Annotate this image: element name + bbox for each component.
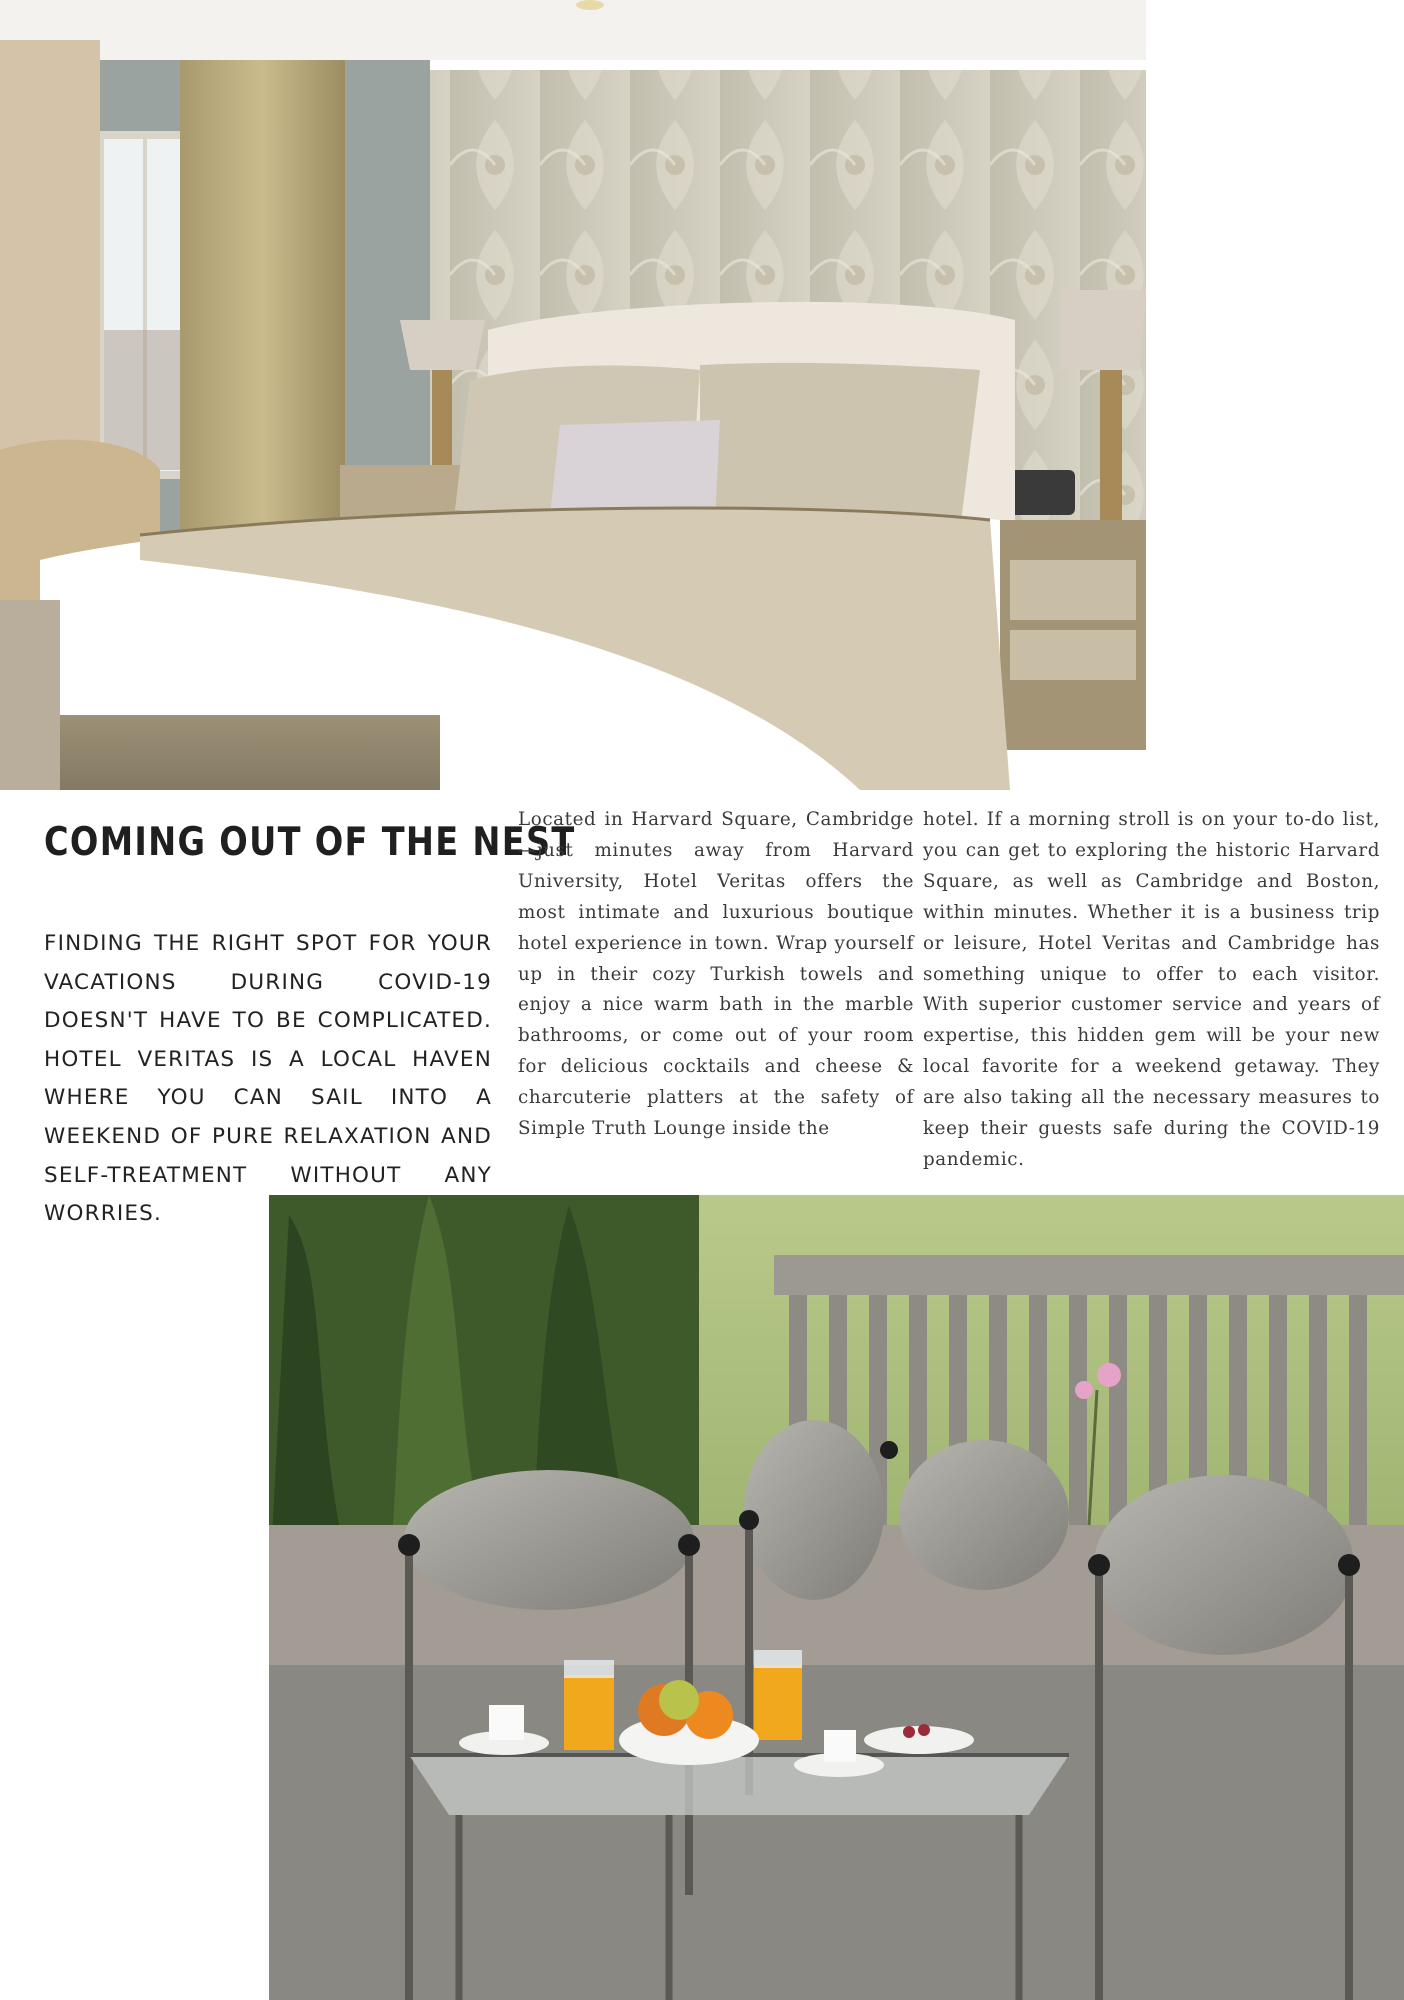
article-standfirst: FINDING THE RIGHT SPOT FOR YOUR VACATIONS DURING COVID-19 DOESN'T HAVE TO BE COMPLICATED. HOTEL VERITAS IS A LOCAL HAVEN WHERE YOU CAN SAIL INTO A WEEKEND OF PURE RELAXATION AND SELF-TREATMENT WITHOUT ANY WORRIES. (44, 931, 492, 1227)
terrace-photo (269, 1195, 1404, 2000)
body-column-1: Located in Harvard Square, Cambridge—just minutes away from Harvard University, Hotel Veritas offers the most intimate and luxurious boutique hotel experience in town. Wrap yourself up in their cozy Turkish towels and enjoy a nice warm bath in the marble bathrooms, or come out of your room for delicious cocktails and cheese & charcuterie platters at the safety of Simple Truth Lounge inside the (518, 809, 914, 1140)
article-headline: COMING OUT OF THE NEST (44, 820, 576, 865)
body-column-2: hotel. If a morning stroll is on your to-do list, you can get to exploring the historic Harvard Square, as well as Cambridge and Boston, within minutes. Whether it is a business trip or leisure, Hotel Veritas and Cambridge has something unique to offer to each visitor. With superior customer service and years of expertise, this hidden gem will be your new local favorite for a weekend getaway. They are also taking all the necessary measures to keep their guests safe during the COVID-19 pandemic. (923, 809, 1380, 1170)
bedroom-photo (0, 0, 1146, 790)
